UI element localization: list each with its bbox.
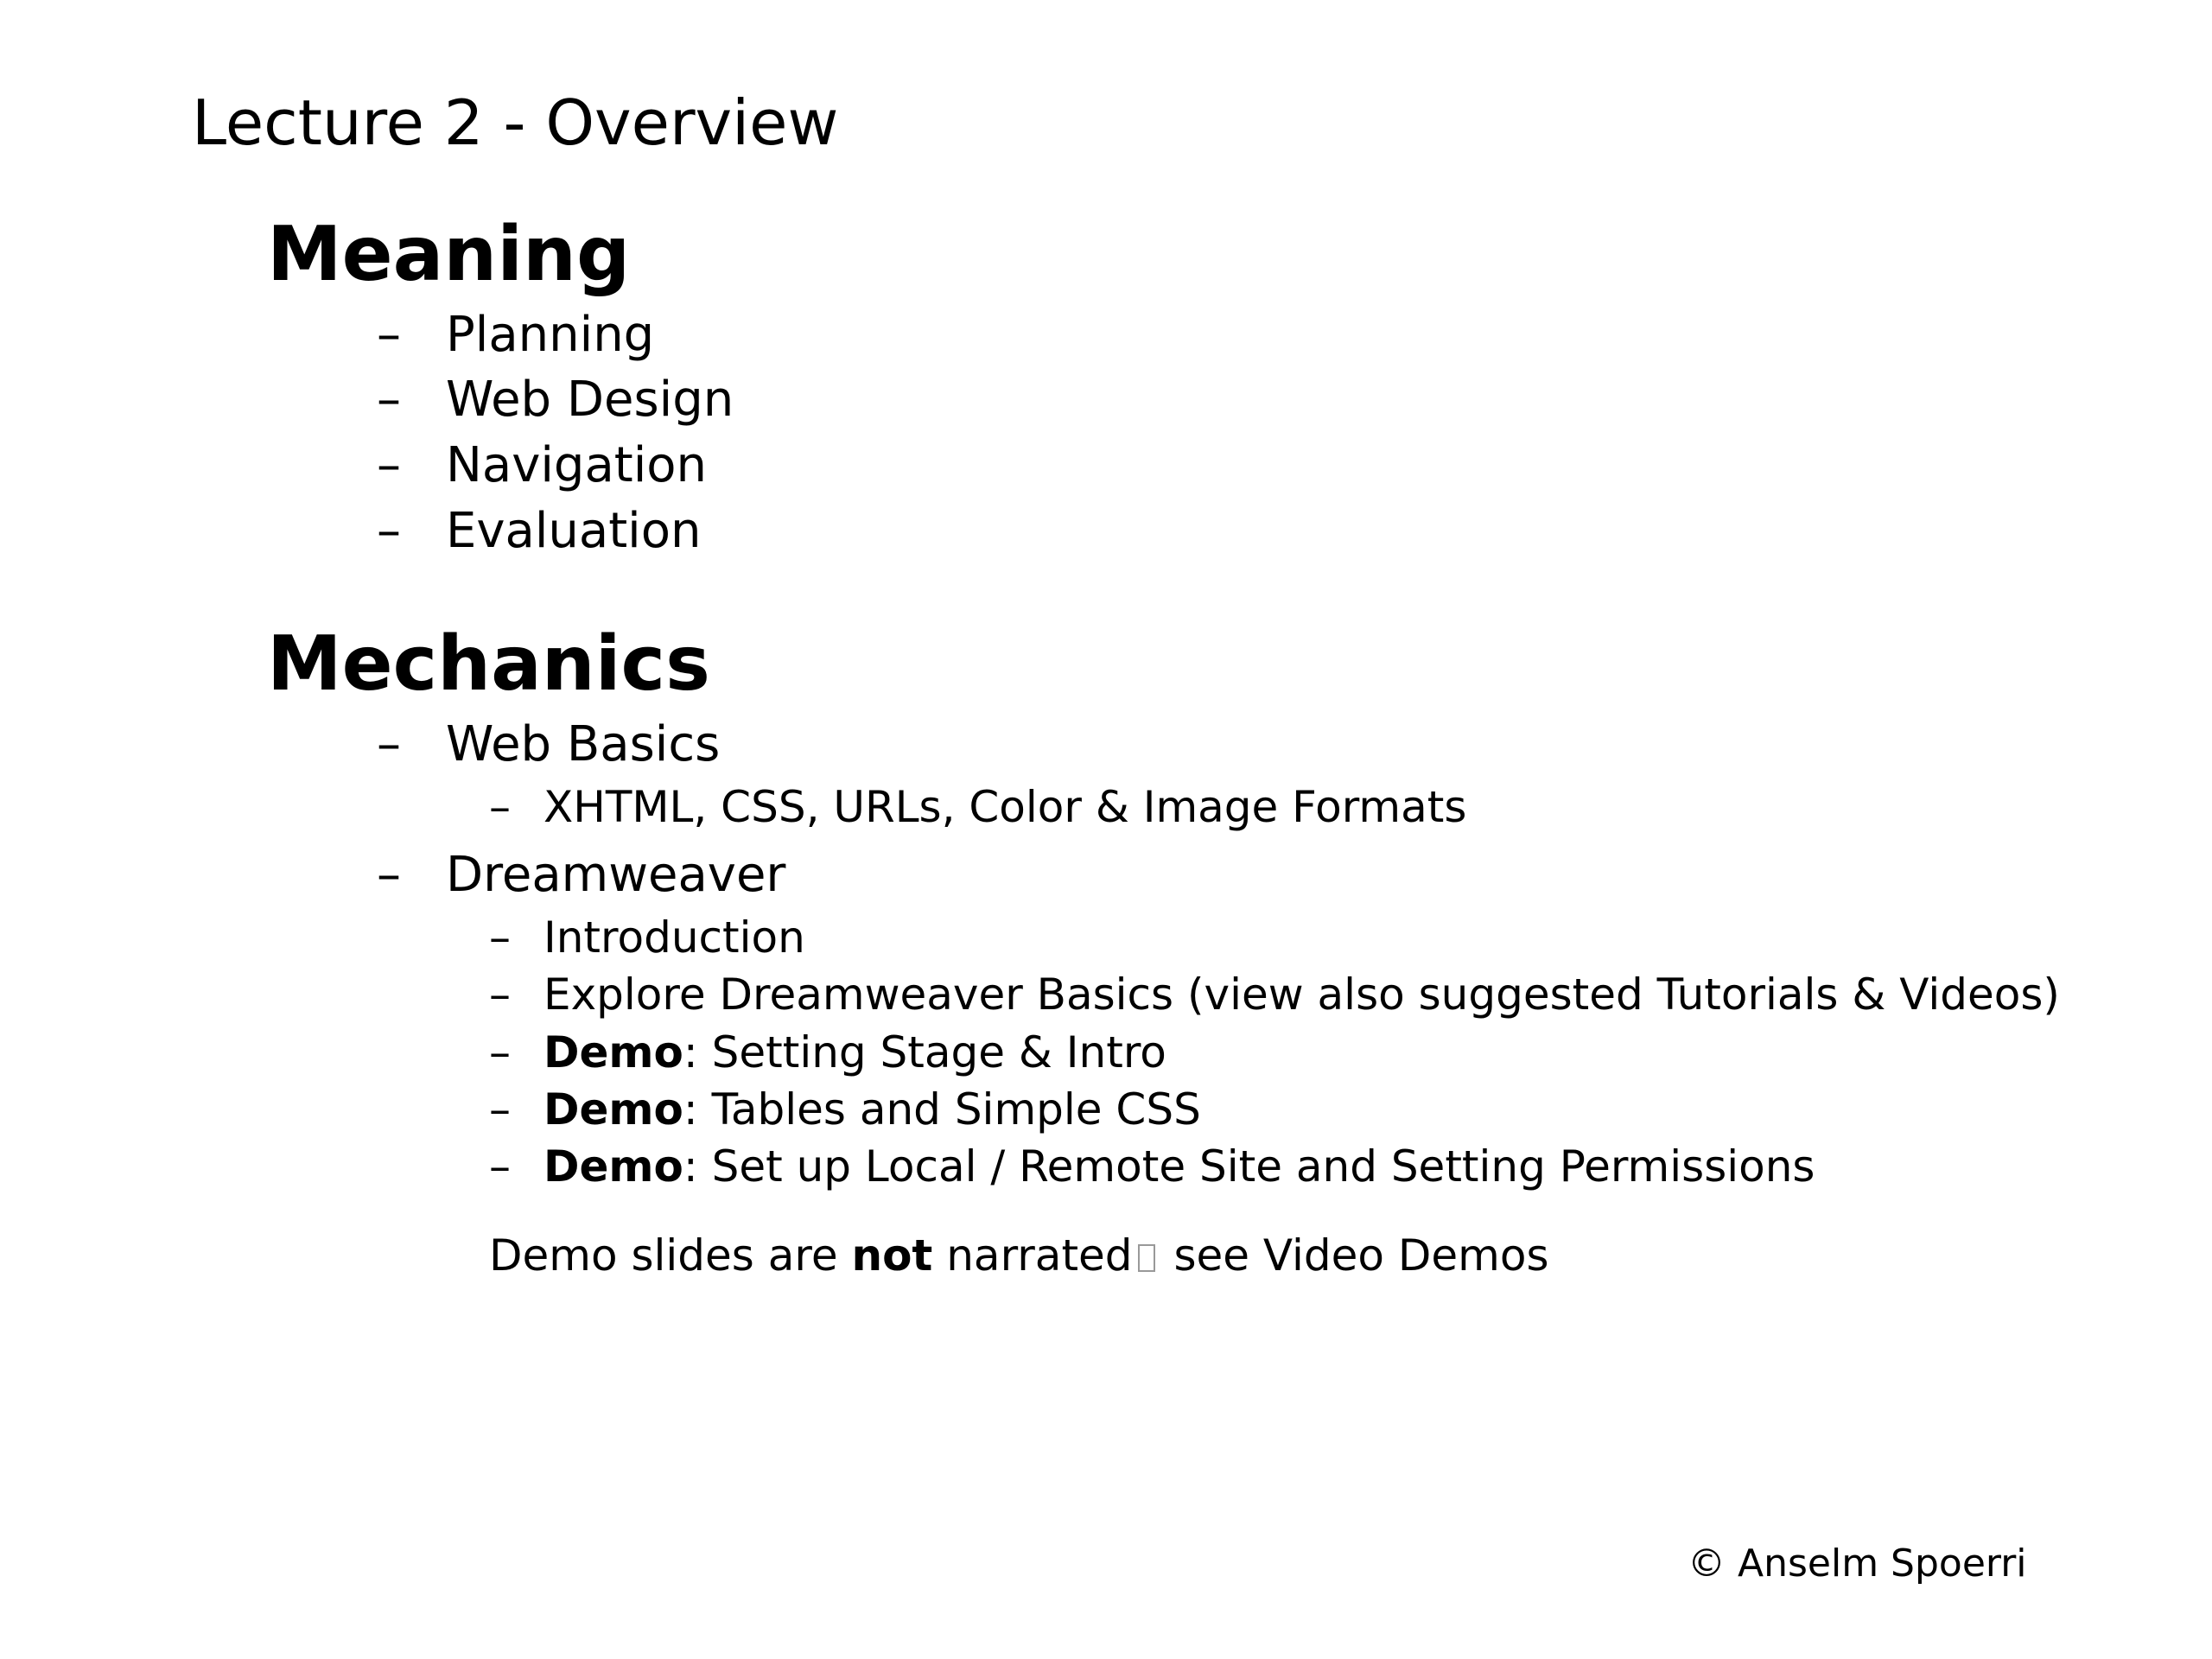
sub-list-item-label: Introduction [543,912,805,963]
note-text-2: narrated [932,1230,1133,1281]
arrow-icon [1138,1244,1155,1272]
bullet-dash: – [377,372,401,428]
demo-label: Demo [543,1027,683,1077]
bullet-dash: – [377,503,401,559]
demo-note [489,1230,1549,1281]
bullet-dash: – [489,1027,511,1077]
sub-list-item [489,1027,1166,1078]
sub-list-item [489,1141,1815,1192]
list-item [377,847,785,904]
list-item-label: Navigation [446,437,708,493]
bullet-dash: – [377,716,401,772]
sub-list-item-label: : Setting Stage & Intro [683,1027,1166,1077]
sub-list-item-label: : Tables and Simple CSS [683,1084,1201,1135]
sub-list-item [489,1084,1201,1135]
list-item-label: Planning [446,307,655,363]
sub-list-item [489,912,805,963]
list-item-label: Web Basics [446,716,721,772]
bullet-dash: – [489,912,511,963]
list-item [377,307,654,364]
sub-list-item-label: XHTML, CSS, URLs, Color & Image Formats [543,782,1467,832]
note-text-3: see Video Demos [1160,1230,1549,1281]
slide-title: Lecture 2 - Overview [192,86,839,159]
bullet-dash: – [377,847,401,903]
section-heading-mechanics: Mechanics [267,620,710,708]
bullet-dash: – [489,1141,511,1192]
list-item [377,716,720,773]
demo-label: Demo [543,1141,683,1192]
list-item-label: Web Design [446,372,734,428]
bullet-dash: – [489,969,511,1020]
list-item [377,437,707,494]
list-item-label: Dreamweaver [446,847,786,903]
sub-list-item-label: Explore Dreamweaver Basics (view also suggested Tutorials & Videos) [543,969,2060,1020]
sub-list-item-label: : Set up Local / Remote Site and Setting Permissions [683,1141,1815,1192]
note-text-1: Demo slides are [489,1230,852,1281]
sub-list-item [489,781,1466,833]
bullet-dash: – [377,437,401,493]
list-item [377,372,734,429]
list-item [377,503,701,560]
sub-list-item [489,969,2060,1020]
bullet-dash: – [489,1084,511,1135]
list-item-label: Evaluation [446,503,702,559]
demo-label: Demo [543,1084,683,1135]
note-emphasis: not [851,1230,933,1281]
copyright: © Anselm Spoerri [1688,1541,2027,1586]
bullet-dash: – [489,782,511,832]
section-heading-meaning: Meaning [267,210,631,298]
bullet-dash: – [377,307,401,363]
